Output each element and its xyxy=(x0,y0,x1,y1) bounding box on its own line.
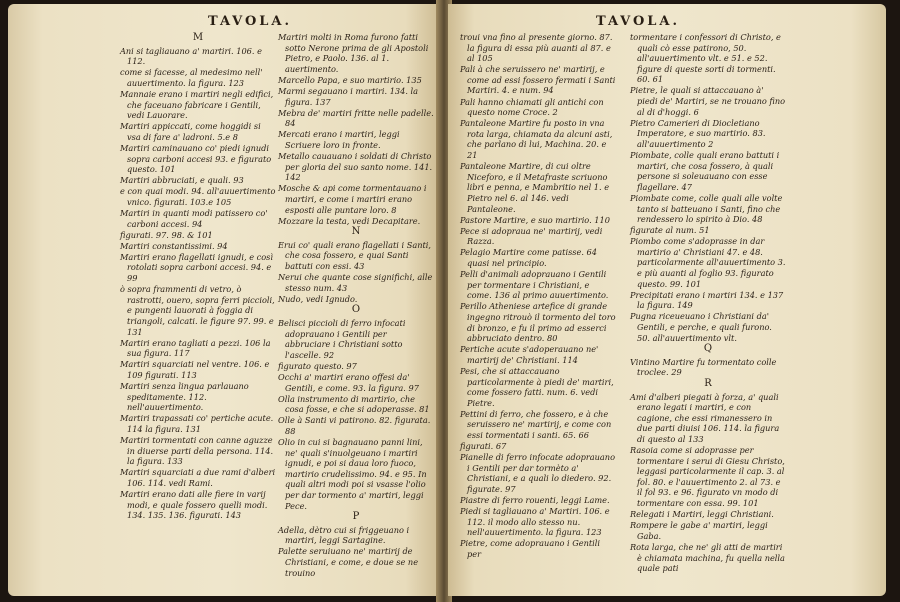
index-entry: Pietro Camerieri di Diocletiano Imperatore, e suo martirio. 83. all'auuertimento 2 xyxy=(630,117,766,149)
section-letter: O xyxy=(351,304,361,316)
index-entry: Ami d'alberi piegati à forza, a' quali erano legati i martiri, e con cagione, che essi rimanessero in due parti diuisi 106. 114. la figura di questo al 133 xyxy=(630,391,780,444)
index-entry: Occhi a' martiri erano offesi da' Gentili, e come. 93. la figura. 97 xyxy=(278,371,419,393)
index-entry: Martiri squarciati nel ventre. 106. e 109 figurati. 113 xyxy=(120,359,270,380)
index-entry: Nerui che quante cose significhi, alle stesso num. 43 xyxy=(278,272,433,293)
index-entry: Pece si adopraua ne' martirij, vedi Razza. xyxy=(460,225,603,247)
index-entry: Martiri molti in Roma furono fatti sotto Nerone prima de gli Apostoli Pietro, e Paolo. 136. al 1. auertimento. xyxy=(278,32,429,74)
index-entry: Mosche & api come tormentauano i martiri, e come i martiri erano esposti alle puntare loro. 8 xyxy=(278,183,427,215)
index-entry: Rota larga, che ne' gli atti de martiri è chiamata machina, fu quella nella quale pati xyxy=(630,541,785,574)
index-entry: Martiri tormentati con canne aguzze in diuerse parti della persona. 114. la figura. 133 xyxy=(120,434,274,467)
index-entry: Piedi si tagliauano a' Martiri. 106. e 112. il modo allo stesso nu. nell'auuertimento. la figura. 123 xyxy=(460,506,610,538)
index-entry: Martiri erano dati alle fiere in varij modi, e quale fossero quelli modi. 134. 135. 136. figurati. 143 xyxy=(120,488,268,521)
index-entry: Pali hanno chiamati gli antichi con questo nome Croce. 2 xyxy=(460,96,604,118)
index-entry: Mebra de' martiri fritte nelle padelle. 84 xyxy=(278,107,434,129)
index-entry: Olle à Santi vi patirono. 82. figurata. 88 xyxy=(278,415,431,436)
section-letter: P xyxy=(352,511,360,523)
index-entry: Piombo come s'adoprasse in dar martirio a' Christiani 47. e 48. particolarmente all'auuertimento 3. e più auanti al foglio 93. figurato questo. 99. 101 xyxy=(630,236,786,289)
section-letter: R xyxy=(704,378,712,389)
index-entry: e con quai modi. 94. all'auuertimento vnico. figurati. 103.e 105 xyxy=(120,186,276,207)
index-entry: figurate al num. 51 xyxy=(630,225,710,236)
index-entry: Marmi segauano i martiri. 134. la figura. 137 xyxy=(278,85,419,107)
left-page xyxy=(8,4,440,596)
index-entry: Rasoia come si adoprasse per tormentare i serui di Giesu Christo, leggasi particolarmente il cap. 3. al fol. 80. e l'auuertimento 2. al 73. e il fol 93. e 96. figurato vn modo di tormentare con essa. 99. 101 xyxy=(630,445,785,509)
index-entry: tormentare i confessori di Christo, e quali cò esse patirono, 50. all'auuertimento vlt. e 51. e 52. figure di queste sorti di tormenti. 60. 61 xyxy=(630,32,781,85)
index-entry: Pali à che seruissero ne' martirij, e come ad essi fossero fermati i Santi Martiri. 4. e num. 94 xyxy=(460,64,616,96)
index-entry: Pugna riceueuano i Christiani da' Gentili, e perche, e quali furono. 50. all'auuertimento vlt. xyxy=(630,311,772,343)
right-page xyxy=(448,4,886,596)
index-entry: Marcello Papa, e suo martirio. 135 xyxy=(278,74,422,85)
index-entry: Martiri senza lingua parlauano speditamente. 112. nell'auuertimento. xyxy=(120,381,249,413)
index-entry: Martiri constantissimi. 94 xyxy=(120,240,228,251)
index-entry: Pantaleone Martire fu posto in vna rota larga, chiamata da alcuni asti, che parlano di lui, Machina. 20. e 21 xyxy=(460,118,613,161)
index-entry: Mannaie erano i martiri negli edifici, che faceuano fabricare i Gentili, vedi Lauorare. xyxy=(120,88,274,121)
index-entry: Nudo, vedi Ignudo. xyxy=(278,293,358,304)
index-entry: Martiri appiccati, come hoggidi si vsa di fare a' ladroni. 5.e 8 xyxy=(120,121,261,142)
section-letter: N xyxy=(351,226,361,238)
index-entry: Ani si tagliauano a' martiri. 106. e 112. xyxy=(120,45,262,67)
index-entry: Pianelle di ferro infocate adoprauano i Gentili per dar tormèto a' Christiani, e a quali lo diedero. 92. figurate. 97 xyxy=(460,452,616,494)
index-entry: Precipitati erano i martiri 134. e 137 la figura. 149 xyxy=(630,289,784,311)
index-entry: Palette seruiuano ne' martirij de Christiani, e come, e doue se ne trouino xyxy=(278,546,419,578)
index-entry: come si facesse, al medesimo nell' auuertimento. la figura. 123 xyxy=(120,67,263,88)
index-entry: figurati. 67 xyxy=(460,441,507,452)
index-entry: Pelagio Martire come patisse. 64 quasi nel principio. xyxy=(460,247,597,268)
index-entry: Piombate come, colle quali alle volte tanto si batteuano i Santi, fino che rendessero lo spirito à Dio. 48 xyxy=(630,192,783,225)
index-entry: ò sopra frammenti di vetro, ò rastrotti, ouero, sopra ferri piccioli, e pungenti lauorati à foggia di triangoli, calcati. le figure 97. 99. e 131 xyxy=(120,284,275,337)
index-entry: Metallo cauauano i soldati di Christo per gloria del suo santo nome. 141. 142 xyxy=(278,151,433,183)
left-column-2 xyxy=(278,32,434,579)
index-entry: Martiri abbruciati, e quali. 93 xyxy=(120,175,244,186)
left-page-header: TAVOLA. xyxy=(208,14,293,29)
right-column-1 xyxy=(460,32,616,560)
section-letter: Q xyxy=(703,343,713,355)
index-entry: Pesi, che si attaccauano particolarmente à piedi de' martiri, come fossero fatti. num. 6. vedi Pietre. xyxy=(460,365,614,408)
right-page-header: TAVOLA. xyxy=(596,14,681,29)
index-entry: Erui co' quali erano flagellati i Santi, che cosa fossero, e quai Santi battuti con essi. 43 xyxy=(278,239,431,271)
index-entry: Pietre, le quali si attaccauano à' piedi de' Martiri, se ne trouano fino al di d'hoggi. 6 xyxy=(630,85,786,117)
index-entry: Martiri caminauano co' piedi ignudi sopra carboni accesi 93. e figurato questo. 101 xyxy=(120,142,272,175)
index-entry: Martiri squarciati a due rami d'alberi 106. 114. vedi Rami. xyxy=(120,467,276,488)
index-entry: Piombate, colle quali erano battuti i martiri, che cosa fossero, à quali persone si soleuauano con esse flagellare. 47 xyxy=(630,150,780,192)
index-entry: Pantaleone Martire, di cui oltre Niceforo, e il Metafraste scriuono libri e penna, e Mambritio nel 1. e Pietro nel 6. al 146. vedi Pantaleone. xyxy=(460,161,610,214)
index-entry: Pelli d'animali adoprauano i Gentili per tormentare i Christiani, e come. 136 al primo auuertimento. xyxy=(460,269,609,301)
index-entry: Relegati i Martiri, leggi Christiani. xyxy=(630,509,774,520)
right-column-2 xyxy=(630,32,786,574)
index-entry: Pertiche acute s'adoperauano ne' martirij de' Christiani. 114 xyxy=(460,344,599,365)
index-entry: Rompere le gabe a' martiri, leggi Gaba. xyxy=(630,520,768,541)
section-letter: M xyxy=(192,32,204,43)
index-entry: Perillo Atheniese artefice di grande ingegno ritrouò il tormento del toro di bronzo, e fu il primo ad esserci abbruciato dentro. 80 xyxy=(460,301,616,344)
index-entry: Pettini di ferro, che fossero, e à che seruissero ne' martirij, e come con essi tormentati i santi. 65. 66 xyxy=(460,408,612,440)
index-entry: Belisci piccioli di ferro infocati adoprauano i Gentili per abbruciare i Christiani sotto l'ascelle. 92 xyxy=(278,317,406,360)
index-entry: troui vna fino al presente giorno. 87. la figura di essa più auanti al 87. e al 105 xyxy=(460,32,613,64)
index-entry: figurato questo. 97 xyxy=(278,360,357,371)
index-entry: Olio in cui si bagnauano panni lini, ne' quali s'inuolgeuano i martiri ignudi, e poi si daua loro fuoco, martirio crudelissimo. 94. e 95. In quali altri modi poi si vsasse l'olio per dar tormento a' martiri, leggi Pece. xyxy=(278,436,427,511)
index-entry: Adella, dètro cui si friggeuano i martiri, leggi Sartagine. xyxy=(278,524,410,546)
index-entry: Pastore Martire, e suo martirio. 110 xyxy=(460,214,610,225)
index-entry: Martiri in quanti modi patissero co' carboni accesi. 94 xyxy=(120,208,268,229)
left-column-1 xyxy=(120,32,276,521)
index-entry: Piastre di ferro rouenti, leggi Lame. xyxy=(460,495,610,506)
index-entry: Mercati erano i martiri, leggi Scriuere loro in fronte. xyxy=(278,129,400,150)
index-entry: Olla instrumento di martirio, che cosa fosse, e che si adoperasse. 81 xyxy=(278,393,430,415)
index-entry: Pietre, come adoprauano i Gentili per xyxy=(460,538,601,559)
index-entry: Vintino Martire fu tormentato colle troclee. 29 xyxy=(630,356,777,378)
index-entry: Mozzare la testa, vedi Decapitare. xyxy=(278,215,421,226)
index-entry: figurati. 97. 98. & 101 xyxy=(120,229,213,240)
index-entry: Martiri erano flagellati ignudi, e così rotolati sopra carboni accesi. 94. e 99 xyxy=(120,251,273,284)
index-entry: Martiri erano tagliati a pezzi. 106 la sua figura. 117 xyxy=(120,337,271,359)
index-entry: Martiri trapassati co' pertiche acute. 114 la figura. 131 xyxy=(120,413,274,434)
